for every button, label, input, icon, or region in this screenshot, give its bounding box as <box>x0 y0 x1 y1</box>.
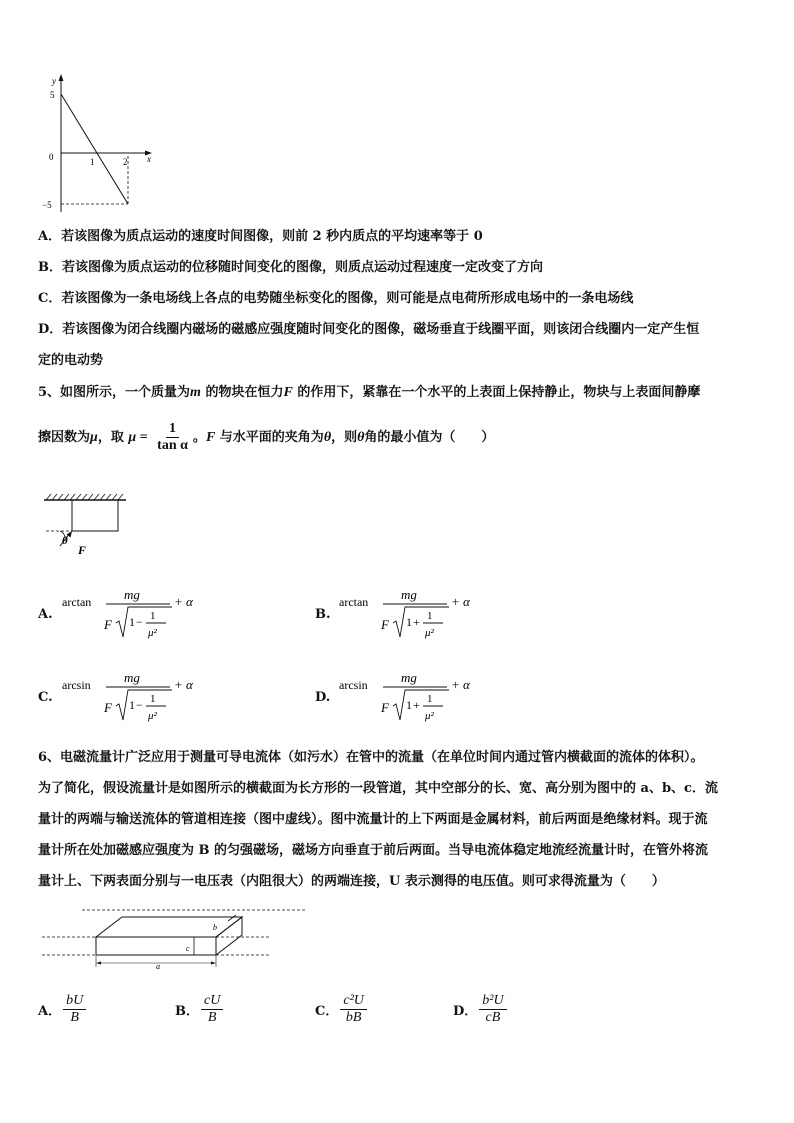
q5-option-label: D. <box>315 690 331 705</box>
q5-force-symbol: F <box>283 385 293 400</box>
formula-tail: + α <box>451 677 470 692</box>
q5-option-formula <box>62 585 212 647</box>
q6-text-line2: 为了简化，假设流量计是如图所示的横截面为长方形的一段管道，其中空部分的长、宽、高分别为图中的 a、b、c．流 <box>38 781 718 796</box>
q4-option-a: A．若该图像为质点运动的速度时间图像，则前 2 秒内质点的平均速率等于 0 <box>38 229 483 244</box>
formula-tail: + α <box>451 594 470 609</box>
formula-coefficient: F <box>381 700 389 715</box>
q4-option-d-line2: 定的电动势 <box>38 353 104 368</box>
q6-option-fraction <box>201 993 223 1026</box>
q6-option <box>315 993 369 1026</box>
q5-text: ，则 <box>331 430 358 445</box>
line-graph <box>40 72 165 214</box>
q5-mu-symbol: μ <box>90 430 98 445</box>
radicand-one: 1 <box>129 698 135 712</box>
q4-option-c: C．若该图像为一条电场线上各点的电势随坐标变化的图像，则可能是点电荷所形成电场中的一条电场线 <box>38 291 634 306</box>
q4-option-b: B．若该图像为质点运动的位移随时间变化的图像，则质点运动过程速度一定改变了方向 <box>38 260 543 275</box>
q6-fig-label-c: c <box>186 944 190 953</box>
q5-option-formula <box>339 585 489 647</box>
formula-coefficient: F <box>104 700 112 715</box>
graph-tick-0: 0 <box>49 152 54 162</box>
q6-option-fraction <box>479 993 506 1026</box>
q5-option-formula <box>62 668 212 730</box>
graph-x-label: x <box>147 154 151 164</box>
q6-option-label: D． <box>453 1004 478 1019</box>
q6-text-line1: 6、电磁流量计广泛应用于测量可导电流体（如污水）在管中的流量（在单位时间内通过管内横截面的流体的体积）。 <box>38 750 704 765</box>
inner-numerator: 1 <box>427 610 433 622</box>
q5-mu-fraction <box>154 421 191 454</box>
inner-numerator: 1 <box>150 610 156 622</box>
fraction-numerator: b²U <box>479 993 506 1010</box>
radicand-one: 1 <box>129 615 135 629</box>
radicand-sign: + <box>413 698 420 712</box>
q5-text: 的物块在恒力 <box>200 385 284 400</box>
q5-text: 。 <box>192 430 206 445</box>
q6-option <box>453 993 509 1026</box>
q5-mass-symbol: m <box>190 385 201 400</box>
q6-fig-label-a: a <box>156 962 160 970</box>
fraction-numerator: bU <box>63 993 86 1010</box>
function-name: arcsin <box>62 678 91 692</box>
fraction-denominator: B <box>207 1010 217 1025</box>
q5-text: 5、如图所示，一个质量为 <box>38 385 191 400</box>
q5-text: 角的最小值为（ ） <box>364 430 495 445</box>
radical-sign <box>116 607 172 637</box>
formula-coefficient: F <box>104 617 112 632</box>
radicand-sign: − <box>136 698 143 712</box>
function-name: arctan <box>339 595 369 609</box>
q6-flowmeter-figure <box>40 905 315 970</box>
formula-tail: + α <box>174 594 193 609</box>
formula-numerator: mg <box>124 587 140 602</box>
fraction-numerator: c²U <box>340 993 367 1010</box>
graph-y-label: y <box>52 76 56 86</box>
q6-text-line3: 量计的两端与输送流体的管道相连接（图中虚线）。图中流量计的上下两面是金属材料，前后两面是绝缘材料。现于流 <box>38 812 708 827</box>
q5-option-label: C. <box>38 690 53 705</box>
fraction-numerator: 1 <box>166 421 179 438</box>
formula-coefficient: F <box>381 617 389 632</box>
q6-option <box>175 993 225 1026</box>
formula-tail: + α <box>174 677 193 692</box>
graph-tick-5: 5 <box>50 90 55 100</box>
graph-tick-1: 1 <box>90 157 95 167</box>
q5-mu-eq: μ = <box>128 430 148 445</box>
q6-option <box>38 993 88 1026</box>
q5-block-figure <box>40 490 140 558</box>
inner-denominator: μ² <box>425 710 434 722</box>
function-name: arcsin <box>339 678 368 692</box>
inner-denominator: μ² <box>148 627 157 639</box>
q5-option-label: B. <box>315 607 331 622</box>
radicand-sign: + <box>413 615 420 629</box>
q6-option-fraction <box>340 993 367 1026</box>
inner-numerator: 1 <box>150 693 156 705</box>
q6-option-fraction <box>63 993 86 1026</box>
radical-sign <box>393 607 449 637</box>
q5-text: 擦因数为 <box>38 430 91 445</box>
fraction-numerator: cU <box>201 993 223 1010</box>
formula-numerator: mg <box>124 670 140 685</box>
q5-theta-symbol: θ <box>323 430 332 445</box>
inner-denominator: μ² <box>425 627 434 639</box>
formula-numerator: mg <box>401 670 417 685</box>
inner-denominator: μ² <box>148 710 157 722</box>
fraction-denominator: cB <box>485 1010 501 1025</box>
q5-text-line2 <box>38 420 494 456</box>
q5-text: ，取 <box>97 430 124 445</box>
graph-tick-2: 2 <box>123 157 128 167</box>
q4-option-d-line1: D．若该图像为闭合线圈内磁场的磁感应强度随时间变化的图像，磁场垂直于线圈平面，则该闭合线圈内一定产生恒 <box>38 322 700 337</box>
q5-option-label: A. <box>38 607 53 622</box>
fraction-denominator: tan α <box>157 438 188 453</box>
radicand-sign: − <box>136 615 143 629</box>
fraction-denominator: bB <box>345 1010 362 1025</box>
radical-sign <box>116 690 172 720</box>
q6-option-label: C． <box>315 1004 339 1019</box>
q5-theta-symbol: θ <box>357 430 365 445</box>
graph-tick-neg5: −5 <box>42 200 52 210</box>
q5-text: 的作用下，紧靠在一个水平的上表面上保持静止，物块与上表面间静摩 <box>292 385 701 400</box>
q5-fig-theta: θ <box>62 535 68 547</box>
radicand-one: 1 <box>406 615 412 629</box>
q6-option-label: A． <box>38 1004 62 1019</box>
function-name: arctan <box>62 595 92 609</box>
q5-fig-force: F <box>78 543 87 557</box>
fraction-denominator: B <box>70 1010 79 1025</box>
q5-option-formula <box>339 668 489 730</box>
inner-numerator: 1 <box>427 693 433 705</box>
q6-option-label: B． <box>175 1004 199 1019</box>
q5-force-symbol: F <box>205 430 216 445</box>
radicand-one: 1 <box>406 698 412 712</box>
q6-text-line5: 量计上、下两表面分别与一电压表（内阻很大）的两端连接，U 表示测得的电压值。则可求得流量为（ ） <box>38 874 665 889</box>
formula-numerator: mg <box>401 587 417 602</box>
q5-text: 与水平面的夹角为 <box>215 430 324 445</box>
q6-text-line4: 量计所在处加磁感应强度为 B 的匀强磁场，磁场方向垂直于前后两面。当导电流体稳定地流经流量计时，在管外将流 <box>38 843 709 858</box>
q5-text-line1 <box>38 383 700 403</box>
radical-sign <box>393 690 449 720</box>
q6-fig-label-b: b <box>213 923 217 932</box>
